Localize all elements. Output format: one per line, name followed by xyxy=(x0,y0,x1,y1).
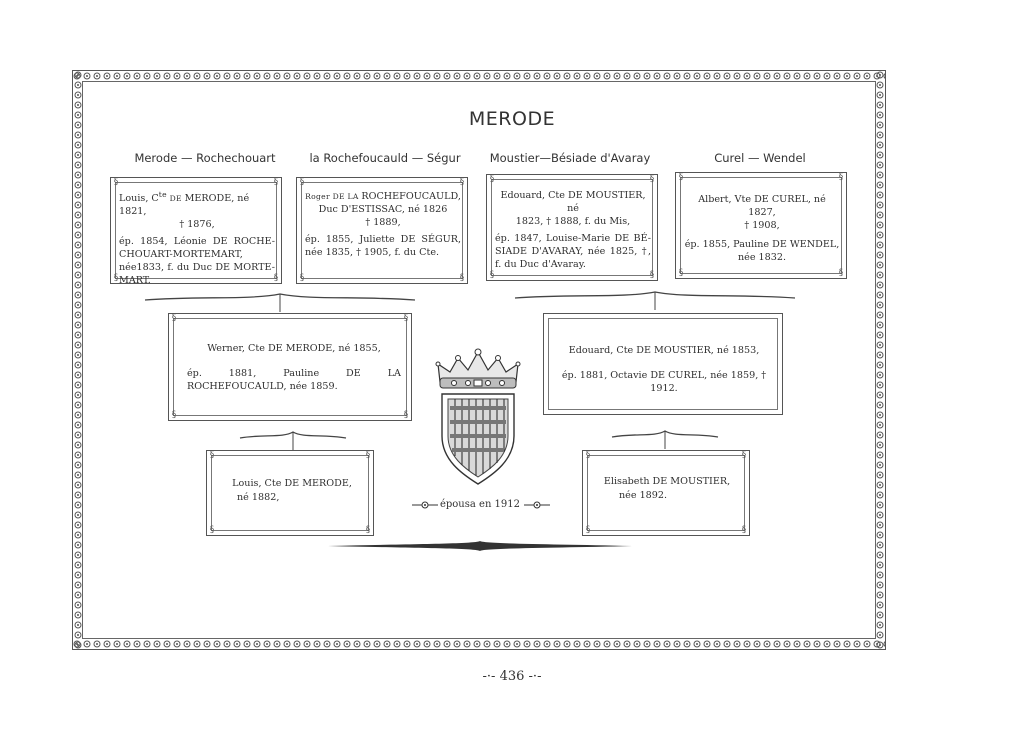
connector-brace-merode xyxy=(140,292,420,314)
card-text: ép. 1855, Pauline DE WENDEL, née 1832. xyxy=(684,239,840,263)
card-text: 1823, † 1888, f. du Mis, xyxy=(515,216,631,227)
card-text: Louis, C xyxy=(119,193,159,205)
ornament-icon: -·- xyxy=(482,669,500,684)
column-heading-curel-wendel: Curel — Wendel xyxy=(714,151,806,165)
ornament-icon: § xyxy=(678,268,684,278)
card-text: Duc D'ESTISSAC, né 1826 xyxy=(318,204,448,215)
card-text: † 1889, xyxy=(365,217,401,228)
ornament-icon: -·- xyxy=(524,669,542,684)
card-text: Edouard, Cte DE MOUSTIER, né 1853, xyxy=(568,345,760,356)
card-text: ép. 1881, Octavie DE CUREL, née 1859, † 1912. xyxy=(561,370,767,394)
card-werner-merode-1855 xyxy=(168,313,412,421)
ornament-icon: § xyxy=(403,313,409,323)
ornament-icon: § xyxy=(365,525,371,535)
ornament-icon: § xyxy=(585,525,591,535)
ornament-icon: § xyxy=(741,525,747,535)
ornament-icon: § xyxy=(649,270,655,280)
ornament-icon: § xyxy=(113,177,119,187)
ornament-icon: § xyxy=(459,177,465,187)
ornament-icon: § xyxy=(273,273,279,283)
card-louis-merode-1821 xyxy=(110,177,282,287)
ornament-icon: § xyxy=(489,174,495,184)
ornament-icon: § xyxy=(171,313,177,323)
ornament-icon: § xyxy=(741,450,747,460)
ornament-icon: § xyxy=(585,450,591,460)
border-ornament-bottom xyxy=(72,638,886,650)
card-text: Roger xyxy=(305,192,330,201)
ornament-icon: § xyxy=(838,172,844,182)
ornament-icon: § xyxy=(649,174,655,184)
card-edouard-moustier-1823 xyxy=(486,174,658,281)
column-heading-merode-rochechouart: Merode — Rochechouart xyxy=(134,151,276,165)
ornament-icon: § xyxy=(209,525,215,535)
card-text: Albert, Vte DE CUREL, né 1827, xyxy=(698,194,826,218)
card-text: DE LA xyxy=(329,192,362,201)
coat-of-arms-icon xyxy=(428,344,528,486)
ornament-icon: § xyxy=(113,273,119,283)
ornament-icon xyxy=(522,500,552,510)
card-text: ép. 1881, Pauline DE LA ROCHEFOUCAULD, née 1859. xyxy=(187,368,401,392)
ornament-icon: § xyxy=(403,410,409,420)
connector-brace-moustier xyxy=(510,290,800,312)
card-roger-rochefoucauld-1826 xyxy=(296,177,468,284)
ornament-icon: § xyxy=(459,273,465,283)
ornament-icon: § xyxy=(678,172,684,182)
bottom-rule xyxy=(326,540,634,552)
card-louis-merode-1882 xyxy=(206,450,374,536)
column-heading-rochefoucauld-segur: la Rochefoucauld — Ségur xyxy=(309,151,461,165)
epousa-label: épousa en 1912 xyxy=(439,499,521,510)
card-elisabeth-moustier-1892 xyxy=(582,450,750,536)
card-text: ép. 1847, Louise-Marie DE BÉ-SIADE D'AVARAY, née 1825, †, f. du Duc d'Avaray. xyxy=(495,233,651,270)
connector-brace-elisabeth xyxy=(610,429,720,451)
card-text: DE xyxy=(166,194,185,204)
card-edouard-moustier-1853 xyxy=(543,313,783,415)
ornament-icon: § xyxy=(299,177,305,187)
card-text: † 1908, xyxy=(744,220,780,231)
card-text: te xyxy=(158,190,167,199)
card-albert-curel-1827 xyxy=(675,172,847,279)
page-title: MERODE xyxy=(468,108,556,130)
ornament-icon: § xyxy=(489,270,495,280)
ornament-icon: § xyxy=(365,450,371,460)
card-text: Elisabeth DE MOUSTIER, xyxy=(603,476,731,487)
card-text: ép. 1854, Léonie DE ROCHE-CHOUART-MORTEMART, née1833, f. du Duc DE MORTE-MART. xyxy=(119,236,275,287)
ornament-icon: § xyxy=(299,273,305,283)
card-text: Louis, Cte DE MERODE, xyxy=(232,478,352,489)
card-text: née 1892. xyxy=(619,490,668,501)
ornament-icon: § xyxy=(273,177,279,187)
ornament-icon: § xyxy=(838,268,844,278)
card-text: ép. 1855, Juliette DE SÉGUR, née 1835, † 1905, f. du Cte. xyxy=(305,234,461,258)
page-number: 436 xyxy=(499,669,525,684)
ornament-icon: § xyxy=(209,450,215,460)
card-text: ROCHEFOUCAULD, xyxy=(361,191,461,202)
card-text: MERODE, né 1821, xyxy=(119,193,250,218)
column-heading-moustier-avaray: Moustier—Bésiade d'Avaray xyxy=(489,151,651,165)
page-number-row xyxy=(0,669,1024,684)
card-text: Werner, Cte DE MERODE, né 1855, xyxy=(207,343,381,354)
card-text: Edouard, Cte DE MOUSTIER, né xyxy=(500,190,646,214)
connector-brace-louis xyxy=(238,430,348,452)
card-text: † 1876, xyxy=(179,219,215,231)
ornament-icon: § xyxy=(171,410,177,420)
crown-icon xyxy=(436,349,520,388)
card-text: né 1882, xyxy=(237,492,280,503)
